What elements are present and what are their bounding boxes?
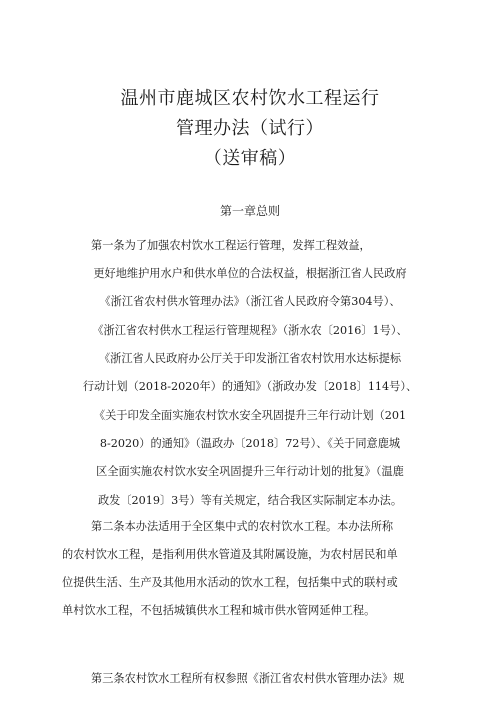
article-2-line: 的农村饮水工程，是指利用供水管道及其附属设施，为农村居民和单 — [62, 548, 398, 561]
article-2-line: 第二条本办法适用于全区集中式的农村饮水工程。本办法所称 — [91, 520, 394, 533]
article-1-line: 政发〔2019〕3号）等有关规定，结合我区实际制定本办法。 — [97, 494, 403, 507]
article-2-line: 位提供生活、生产及其他用水活动的饮水工程，包括集中式的联村或 — [62, 576, 398, 589]
article-1-line: 《关于印发全面实施农村饮水安全巩固提升三年行动计划（201 — [93, 409, 407, 422]
document-title-line-3: （送审稿） — [203, 148, 297, 169]
document-title-line-2: 管理办法（试行） — [176, 118, 324, 139]
document-title-line-1: 温州市鹿城区农村饮水工程运行 — [120, 88, 380, 109]
article-1-line: 8-2020）的通知》（温政办〔2018〕72号）、《关于同意鹿城 — [99, 437, 401, 450]
article-2-line: 单村饮水工程，不包括城镇供水工程和城市供水管网延伸工程。 — [62, 604, 376, 617]
article-1-line: 第一条为了加强农村饮水工程运行管理，发挥工程效益， — [91, 239, 371, 252]
article-1-line: 区全面实施农村饮水安全巩固提升三年行动计划的批复》（温鹿 — [96, 465, 404, 478]
article-3-line: 第三条农村饮水工程所有权参照《浙江省农村供水管理办法》规 — [91, 672, 405, 685]
article-1-line: 更好地维护用水户和供水单位的合法权益，根据浙江省人民政府 — [93, 267, 407, 280]
article-1-line: 《浙江省农村供水管理办法》（浙江省人民政府令第304号）、 — [99, 295, 401, 308]
chapter-heading: 第一章总则 — [219, 204, 280, 218]
article-1-line: 行动计划（2018-2020年）的通知》（浙政办发〔2018〕114号）、 — [82, 380, 418, 393]
article-1-line: 《浙江省农村供水工程运行管理规程》（浙水农〔2016〕1号）、 — [92, 324, 408, 337]
article-1-line: 《浙江省人民政府办公厅关于印发浙江省农村饮用水达标提标 — [98, 352, 402, 365]
